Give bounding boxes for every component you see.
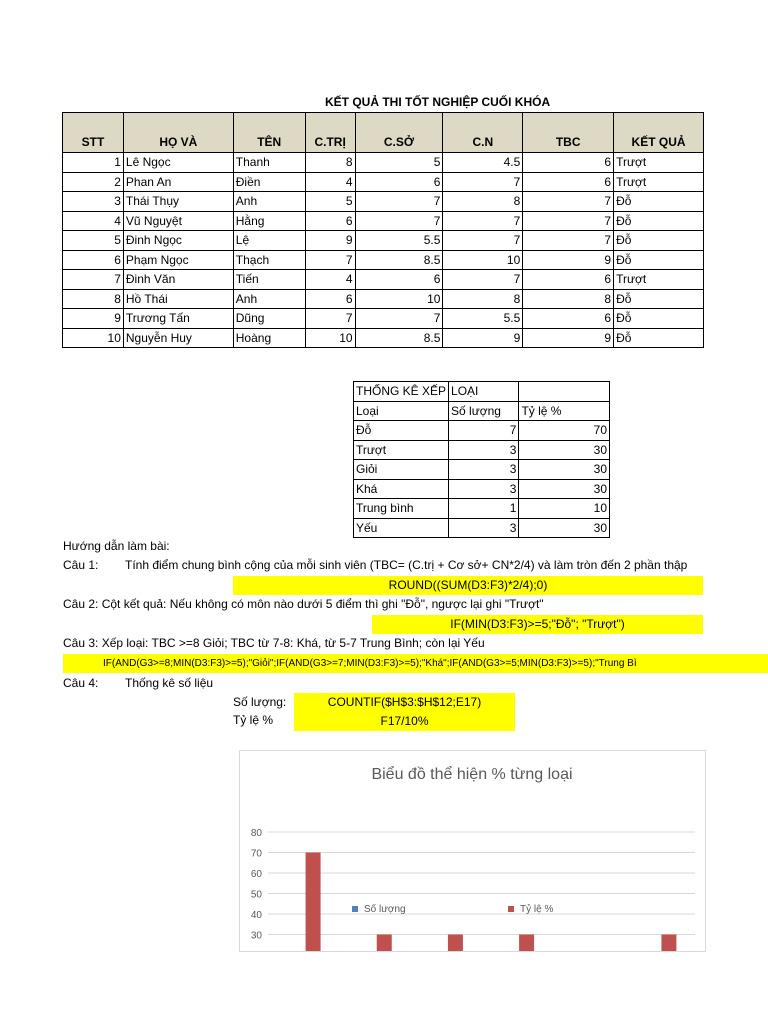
table-cell[interactable]: 2 bbox=[63, 172, 124, 192]
q1-label: Câu 1: bbox=[63, 558, 99, 572]
table-cell[interactable]: 4 bbox=[63, 211, 124, 231]
table-cell[interactable]: Hằng bbox=[233, 211, 305, 231]
sheet-title: KẾT QUẢ THI TỐT NGHIỆP CUỐI KHÓA bbox=[325, 95, 551, 109]
table-cell[interactable]: 7 bbox=[523, 231, 614, 251]
table-cell[interactable]: Thạch bbox=[233, 250, 305, 270]
table-cell[interactable]: 4.5 bbox=[443, 153, 523, 173]
col-header-stt: STT bbox=[63, 113, 124, 153]
table-cell[interactable]: 6 bbox=[63, 250, 124, 270]
chart-y-tick-label: 30 bbox=[250, 930, 262, 942]
table-cell[interactable]: Đỗ bbox=[614, 250, 704, 270]
table-cell[interactable]: 8 bbox=[305, 153, 355, 173]
q1-formula: ROUND((SUM(D3:F3)*2/4);0) bbox=[233, 576, 703, 595]
table-cell[interactable]: 4 bbox=[305, 172, 355, 192]
table-cell[interactable]: 9 bbox=[443, 328, 523, 348]
q1-text: Tính điểm chung bình cộng của mỗi sinh viên (TBC= (C.trị + Cơ sở+ CN*2/4) và làm tròn đến 2 phần thập bbox=[125, 558, 688, 572]
table-cell[interactable]: 7 bbox=[443, 211, 523, 231]
table-cell[interactable]: 6 bbox=[305, 211, 355, 231]
table-cell[interactable]: Hồ Thái bbox=[123, 289, 233, 309]
chart-bar bbox=[519, 935, 534, 952]
table-cell[interactable]: 7 bbox=[355, 211, 443, 231]
table-row bbox=[63, 192, 704, 212]
table-cell[interactable]: 8 bbox=[63, 289, 124, 309]
stats-title-cell-2: LOẠI bbox=[449, 382, 519, 402]
stats-title-cell: THỐNG KÊ XẾP bbox=[354, 382, 449, 402]
col-header-ketqua: KẾT QUẢ bbox=[614, 113, 704, 153]
table-cell[interactable]: Đỗ bbox=[614, 211, 704, 231]
table-cell[interactable]: Trượt bbox=[614, 270, 704, 290]
col-header-tbc: TBC bbox=[523, 113, 614, 153]
table-cell[interactable]: Lê Ngọc bbox=[123, 153, 233, 173]
stats-row bbox=[354, 440, 610, 460]
table-cell[interactable]: 5.5 bbox=[355, 231, 443, 251]
table-cell[interactable]: Trượt bbox=[614, 153, 704, 173]
table-cell[interactable]: Tiến bbox=[233, 270, 305, 290]
table-cell[interactable]: 5 bbox=[305, 192, 355, 212]
stats-cell[interactable]: 30 bbox=[519, 440, 610, 460]
table-cell[interactable]: 8 bbox=[443, 289, 523, 309]
stats-empty-cell bbox=[519, 382, 610, 402]
col-header-ho: HỌ VÀ bbox=[123, 113, 233, 153]
table-row bbox=[63, 153, 704, 173]
table-cell[interactable]: 9 bbox=[523, 328, 614, 348]
table-cell[interactable]: Lệ bbox=[233, 231, 305, 251]
chart-y-tick-label: 50 bbox=[250, 889, 262, 901]
chart-bar bbox=[448, 935, 463, 952]
stats-cell[interactable]: 30 bbox=[519, 479, 610, 499]
table-cell[interactable]: 6 bbox=[523, 153, 614, 173]
table-cell[interactable]: 10 bbox=[305, 328, 355, 348]
table-cell[interactable]: Dũng bbox=[233, 309, 305, 329]
table-cell[interactable]: 3 bbox=[63, 192, 124, 212]
stats-cell[interactable]: 3 bbox=[449, 518, 519, 538]
table-cell[interactable]: 6 bbox=[355, 270, 443, 290]
table-cell[interactable]: 6 bbox=[523, 172, 614, 192]
q4-label: Câu 4: bbox=[63, 676, 99, 690]
table-cell[interactable]: Anh bbox=[233, 289, 305, 309]
table-cell[interactable]: 7 bbox=[523, 192, 614, 212]
table-cell[interactable]: 6 bbox=[355, 172, 443, 192]
table-cell[interactable]: 7 bbox=[355, 192, 443, 212]
stats-row bbox=[354, 421, 610, 441]
table-cell[interactable]: 7 bbox=[523, 211, 614, 231]
table-cell[interactable]: 10 bbox=[355, 289, 443, 309]
stats-cell[interactable]: 10 bbox=[519, 499, 610, 519]
table-cell[interactable]: 7 bbox=[355, 309, 443, 329]
table-cell[interactable]: Phạm Ngọc bbox=[123, 250, 233, 270]
chart-title: Biểu đồ thể hiện % từng loại bbox=[371, 766, 573, 783]
chart-legend-swatch bbox=[508, 906, 514, 912]
stats-cell[interactable]: Giỏi bbox=[354, 460, 449, 480]
stats-cell[interactable]: 30 bbox=[519, 460, 610, 480]
table-cell[interactable]: Đỗ bbox=[614, 289, 704, 309]
table-row bbox=[63, 211, 704, 231]
chart-y-tick-label: 60 bbox=[250, 869, 262, 880]
stats-row bbox=[354, 499, 610, 519]
table-cell[interactable]: 7 bbox=[305, 309, 355, 329]
stats-cell[interactable]: 3 bbox=[449, 479, 519, 499]
table-cell[interactable]: 4 bbox=[305, 270, 355, 290]
q2-formula: IF(MIN(D3:F3)>=5;"Đỗ"; "Trượt") bbox=[372, 615, 703, 634]
col-header-cn: C.N bbox=[443, 113, 523, 153]
chart-canvas bbox=[240, 751, 705, 951]
table-cell[interactable]: Trương Tấn bbox=[123, 309, 233, 329]
stats-header-row bbox=[354, 401, 610, 421]
q4-text: Thống kê số liệu bbox=[125, 676, 214, 690]
results-table bbox=[62, 112, 704, 348]
table-cell[interactable]: Đỗ bbox=[614, 328, 704, 348]
stats-cell[interactable]: 1 bbox=[449, 499, 519, 519]
table-cell[interactable]: 8 bbox=[443, 192, 523, 212]
table-cell[interactable]: Nguyễn Huy bbox=[123, 328, 233, 348]
table-row bbox=[63, 231, 704, 251]
table-cell[interactable]: Anh bbox=[233, 192, 305, 212]
guide-heading: Hướng dẫn làm bài: bbox=[63, 539, 170, 553]
count-formula: COUNTIF($H$3:$H$12;E17) bbox=[294, 693, 515, 712]
table-row bbox=[63, 250, 704, 270]
stats-cell[interactable]: 3 bbox=[449, 440, 519, 460]
pct-formula: F17/10% bbox=[294, 712, 515, 731]
chart-y-tick-label: 80 bbox=[250, 828, 262, 839]
stats-cell[interactable]: Trượt bbox=[354, 440, 449, 460]
stats-row bbox=[354, 479, 610, 499]
table-cell[interactable]: 10 bbox=[443, 250, 523, 270]
table-cell[interactable]: Trượt bbox=[614, 172, 704, 192]
q3-formula: IF(AND(G3>=8;MIN(D3:F3)>=5);"Giỏi";IF(AND(G3>=7;MIN(D3:F3)>=5);"Khá";IF(AND(G3>=5;MIN(D3:F3)>=5);"Trung Bì bbox=[63, 654, 768, 673]
table-cell[interactable]: Đỗ bbox=[614, 231, 704, 251]
table-row bbox=[63, 289, 704, 309]
stats-row bbox=[354, 460, 610, 480]
table-cell[interactable]: Đỗ bbox=[614, 309, 704, 329]
chart-bar bbox=[377, 935, 392, 952]
stats-cell[interactable]: Trung bình bbox=[354, 499, 449, 519]
table-cell[interactable]: 1 bbox=[63, 153, 124, 173]
table-row bbox=[63, 270, 704, 290]
stats-title-row bbox=[354, 382, 610, 402]
table-row bbox=[63, 172, 704, 192]
stats-header-soluong: Số lượng bbox=[449, 401, 519, 421]
table-cell[interactable]: Đinh Ngọc bbox=[123, 231, 233, 251]
stats-row bbox=[354, 518, 610, 538]
table-cell[interactable]: Thanh bbox=[233, 153, 305, 173]
table-cell[interactable]: 5 bbox=[355, 153, 443, 173]
stats-cell[interactable]: 70 bbox=[519, 421, 610, 441]
q2-text: Câu 2: Cột kết quả: Nếu không có môn nào dưới 5 điểm thì ghi "Đỗ", ngược lại ghi "Trượt" bbox=[63, 597, 544, 611]
table-cell[interactable]: 8 bbox=[523, 289, 614, 309]
table-cell[interactable]: Đinh Văn bbox=[123, 270, 233, 290]
pct-label: Tỷ lệ % bbox=[233, 713, 274, 727]
table-cell[interactable]: 7 bbox=[443, 172, 523, 192]
table-cell[interactable]: Hoàng bbox=[233, 328, 305, 348]
stats-cell[interactable]: 3 bbox=[449, 460, 519, 480]
table-cell[interactable]: Đỗ bbox=[614, 192, 704, 212]
chart-bar bbox=[306, 853, 321, 952]
chart-legend-label: Tỷ lệ % bbox=[520, 904, 554, 915]
table-cell[interactable]: 7 bbox=[305, 250, 355, 270]
table-cell[interactable]: 9 bbox=[523, 250, 614, 270]
bar-chart[interactable] bbox=[239, 750, 706, 952]
table-cell[interactable]: 8.5 bbox=[355, 250, 443, 270]
col-header-ten: TÊN bbox=[233, 113, 305, 153]
table-cell[interactable]: 7 bbox=[443, 231, 523, 251]
table-cell[interactable]: 7 bbox=[63, 270, 124, 290]
table-cell[interactable]: 6 bbox=[523, 309, 614, 329]
col-header-ctri: C.TRỊ bbox=[305, 113, 355, 153]
table-cell[interactable]: 10 bbox=[63, 328, 124, 348]
table-cell[interactable]: 8.5 bbox=[355, 328, 443, 348]
table-cell[interactable]: 9 bbox=[305, 231, 355, 251]
chart-y-tick-label: 70 bbox=[250, 848, 262, 860]
table-cell[interactable]: 7 bbox=[443, 270, 523, 290]
table-header-row bbox=[63, 113, 704, 153]
table-cell[interactable]: 9 bbox=[63, 309, 124, 329]
col-header-cso: C.SỞ bbox=[355, 113, 443, 153]
stats-cell[interactable]: Yếu bbox=[354, 518, 449, 538]
table-cell[interactable]: 5 bbox=[63, 231, 124, 251]
table-cell[interactable]: Vũ Nguyệt bbox=[123, 211, 233, 231]
table-cell[interactable]: 6 bbox=[523, 270, 614, 290]
stats-cell[interactable]: Đỗ bbox=[354, 421, 449, 441]
chart-bar bbox=[661, 935, 676, 952]
table-cell[interactable]: 6 bbox=[305, 289, 355, 309]
table-cell[interactable]: Điền bbox=[233, 172, 305, 192]
table-cell[interactable]: Thái Thụy bbox=[123, 192, 233, 212]
stats-table bbox=[353, 381, 610, 538]
stats-cell[interactable]: Khá bbox=[354, 479, 449, 499]
count-label: Số lượng: bbox=[233, 695, 287, 709]
stats-header-loai: Loại bbox=[354, 401, 449, 421]
chart-y-tick-label: 40 bbox=[250, 910, 262, 921]
table-cell[interactable]: 5.5 bbox=[443, 309, 523, 329]
chart-legend-swatch bbox=[352, 906, 358, 912]
stats-cell[interactable]: 30 bbox=[519, 518, 610, 538]
chart-legend-label: Số lượng bbox=[364, 904, 406, 915]
stats-cell[interactable]: 7 bbox=[449, 421, 519, 441]
table-row bbox=[63, 328, 704, 348]
stats-header-tyle: Tỷ lệ % bbox=[519, 401, 610, 421]
q3-text: Câu 3: Xếp loại: TBC >=8 Giỏi; TBC từ 7-8: Khá, từ 5-7 Trung Bình; còn lại Yếu bbox=[63, 636, 485, 650]
table-cell[interactable]: Phan An bbox=[123, 172, 233, 192]
table-row bbox=[63, 309, 704, 329]
